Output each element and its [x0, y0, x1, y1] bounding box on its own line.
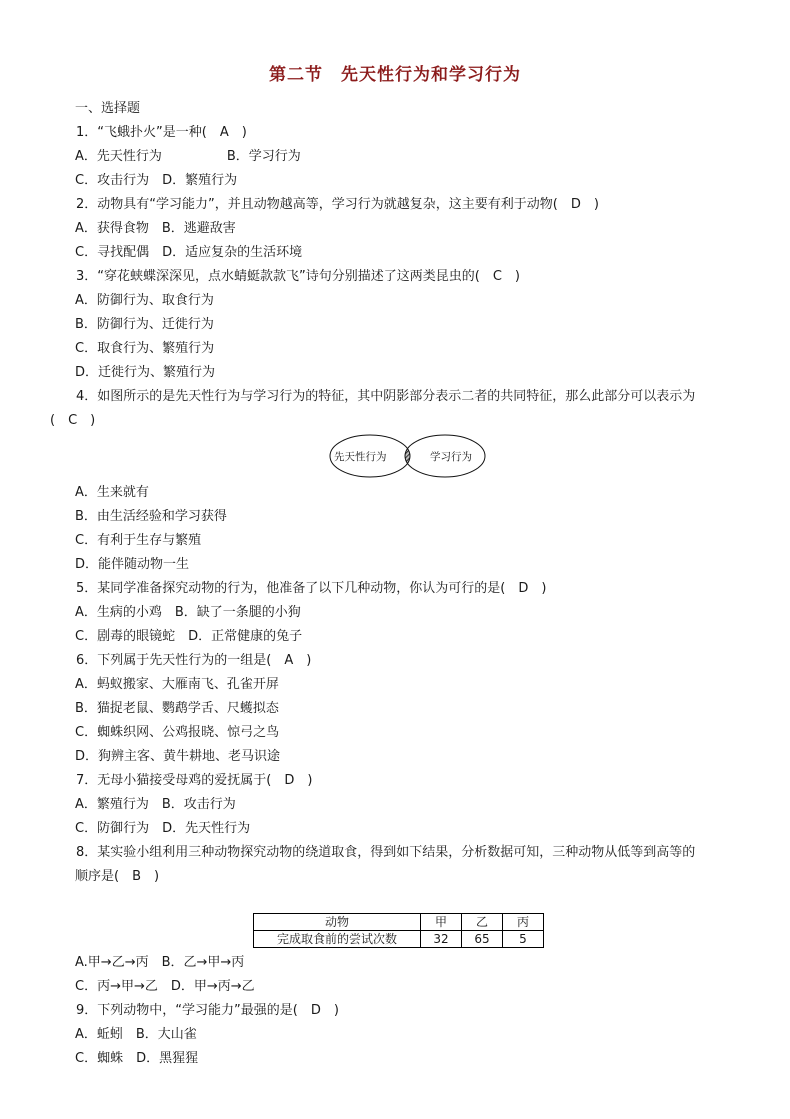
question-5-option-row: C．剧毒的眼镜蛇 D．正常健康的兔子	[75, 629, 303, 644]
question-2-stem: 2．动物具有“学习能力”，并且动物越高等，学习行为就越复杂，这主要有利于动物( D )	[76, 197, 599, 212]
question-3-option: D．迁徙行为、繁殖行为	[75, 365, 216, 380]
question-8-stem-cont: 顺序是( B )	[75, 869, 160, 884]
table-row	[254, 931, 544, 948]
question-4-answer: ( C )	[50, 413, 96, 428]
question-4-option: B．由生活经验和学习获得	[75, 509, 227, 524]
question-1-stem: 1．“飞蛾扑火”是一种( A )	[76, 125, 247, 140]
page-title: 第二节 先天性行为和学习行为	[269, 65, 521, 85]
table-cell: 32	[421, 931, 462, 948]
question-7-stem: 7．无母小猫接受母鸡的爱抚属于( D )	[76, 773, 313, 788]
section-heading: 一、选择题	[75, 101, 141, 116]
question-3-stem: 3．“穿花蛱蝶深深见，点水蜻蜓款款飞”诗句分别描述了这两类昆虫的( C )	[76, 269, 520, 284]
question-3-option: B．防御行为、迁徙行为	[75, 317, 214, 332]
data-table	[253, 913, 544, 948]
question-6-stem: 6．下列属于先天性行为的一组是( A )	[76, 653, 312, 668]
table-header-cell: 动物	[254, 914, 421, 931]
question-4-option: C．有利于生存与繁殖	[75, 533, 202, 548]
question-1-option-row: C．攻击行为 D．繁殖行为	[75, 173, 238, 188]
question-8-option-row: C．丙→甲→乙 D．甲→丙→乙	[75, 979, 255, 994]
question-6-option: A．蚂蚁搬家、大雁南飞、孔雀开屏	[75, 677, 279, 692]
table-row-label: 完成取食前的尝试次数	[254, 931, 421, 948]
question-7-option-row: C．防御行为 D．先天性行为	[75, 821, 251, 836]
question-4-stem: 4．如图所示的是先天性行为与学习行为的特征，其中阴影部分表示二者的共同特征，那么此部分可以表示为	[76, 389, 696, 404]
table-header-cell: 乙	[462, 914, 503, 931]
question-7-option-row: A．繁殖行为 B．攻击行为	[75, 797, 236, 812]
question-9-option-row: C．蜘蛛 D．黑猩猩	[75, 1051, 199, 1066]
question-6-option: C．蜘蛛织网、公鸡报晓、惊弓之鸟	[75, 725, 280, 740]
question-8-option-row: A.甲→乙→丙 B．乙→甲→丙	[75, 955, 245, 970]
table-header-row	[254, 914, 544, 931]
venn-right-label: 学习行为	[430, 451, 472, 463]
question-1-option-row: A．先天性行为 B．学习行为	[75, 149, 301, 164]
question-3-option: C．取食行为、繁殖行为	[75, 341, 215, 356]
question-3-option: A．防御行为、取食行为	[75, 293, 214, 308]
question-6-option: B．猫捉老鼠、鹦鹉学舌、尺蠖拟态	[75, 701, 279, 716]
venn-left-label: 先天性行为	[334, 451, 387, 463]
question-9-option-row: A．蚯蚓 B．大山雀	[75, 1027, 197, 1042]
question-2-option-row: C．寻找配偶 D．适应复杂的生活环境	[75, 245, 303, 260]
question-5-option-row: A．生病的小鸡 B．缺了一条腿的小狗	[75, 605, 301, 620]
table-header-cell: 甲	[421, 914, 462, 931]
venn-diagram	[328, 433, 488, 479]
table-cell: 65	[462, 931, 503, 948]
question-4-option: A．生来就有	[75, 485, 149, 500]
question-9-stem: 9．下列动物中，“学习能力”最强的是( D )	[76, 1003, 339, 1018]
question-4-option: D．能伴随动物一生	[75, 557, 190, 572]
question-2-option-row: A．获得食物 B．逃避敌害	[75, 221, 236, 236]
question-6-option: D．狗辨主客、黄牛耕地、老马识途	[75, 749, 281, 764]
question-8-stem: 8．某实验小组利用三种动物探究动物的绕道取食，得到如下结果，分析数据可知，三种动物从低等到高等的	[76, 845, 696, 860]
table-cell: 5	[503, 931, 544, 948]
question-5-stem: 5．某同学准备探究动物的行为，他准备了以下几种动物，你认为可行的是( D )	[76, 581, 547, 596]
table-header-cell: 丙	[503, 914, 544, 931]
